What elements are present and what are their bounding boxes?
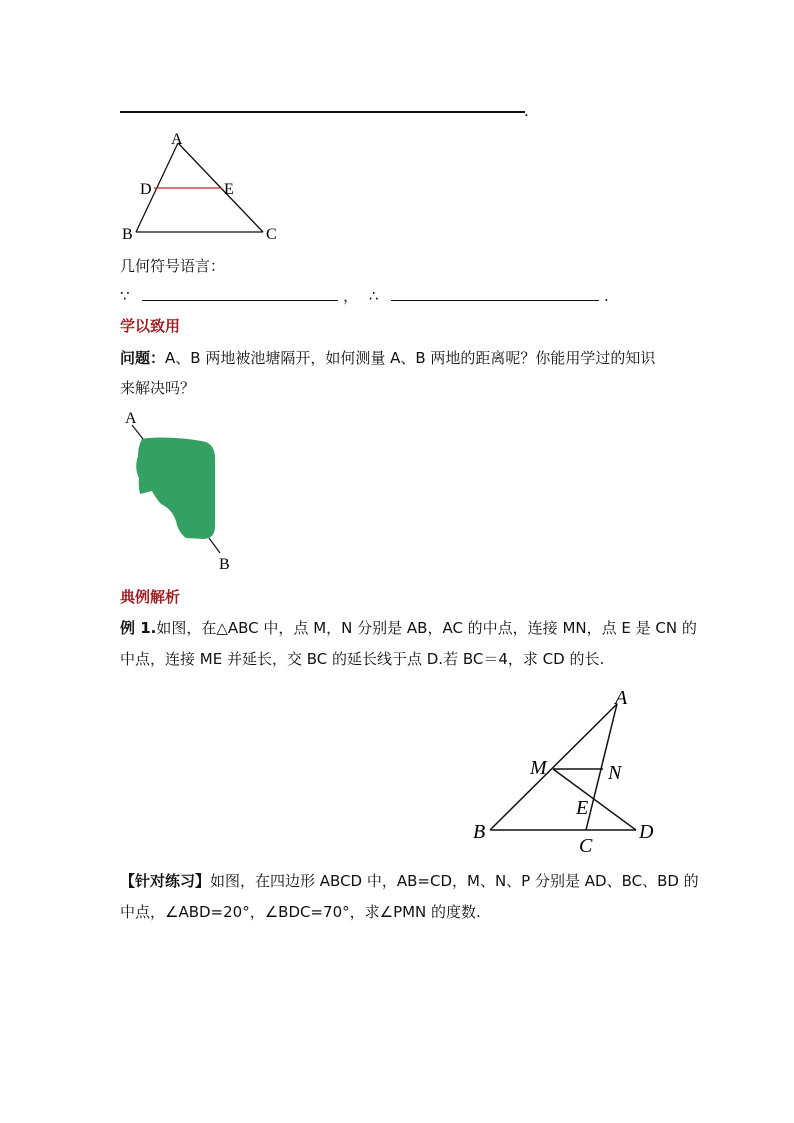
practice-line-1 (120, 866, 699, 896)
problem-line-2: 来解决吗？ (120, 379, 196, 397)
example-text-1: 如图，在△ABC 中，点 M，N 分别是 AB，AC 的中点，连接 MN，点 E 是 CN 的 (156, 619, 697, 637)
fig-label-b: B (473, 821, 486, 843)
fig-label-m: M (530, 757, 547, 779)
section-apply-title: 学以致用 (120, 317, 181, 335)
problem-label: 问题： (120, 349, 166, 367)
pond-label-b: B (219, 556, 230, 573)
pointer-b (209, 538, 220, 553)
seg-ab (490, 704, 617, 830)
pond-figure (118, 406, 248, 576)
triangle-midline-figure (118, 126, 288, 246)
example-label: 例 1. (120, 619, 157, 637)
fig-label-d: D (639, 821, 654, 843)
example-line-1 (120, 613, 697, 643)
symbol-heading: 几何符号语言： (120, 257, 226, 275)
comma: ， (343, 287, 359, 305)
answer-blank-top[interactable] (120, 111, 525, 113)
fig-label-a: A (615, 687, 628, 709)
because-symbol: ∵ (120, 287, 130, 305)
practice-line-2: 中点，∠ABD=20°，∠BDC=70°，求∠PMN 的度数. (120, 903, 481, 921)
example-triangle-figure (466, 682, 666, 862)
label-e: E (224, 181, 234, 198)
fig-label-n: N (608, 762, 622, 784)
symbol-row (120, 281, 609, 311)
problem-text-1: A、B 两地被池塘隔开，如何测量 A、B 两地的距离呢？你能用学过的知识 (165, 349, 656, 367)
therefore-symbol: ∴ (368, 287, 379, 305)
seg-md (553, 769, 636, 830)
pond-label-a: A (125, 410, 137, 427)
label-b: B (122, 226, 133, 243)
practice-label: 【针对练习】 (120, 872, 211, 890)
practice-text-1: 如图，在四边形 ABCD 中，AB=CD，M、N、P 分别是 AD、BC、BD 的 (210, 872, 699, 890)
label-d: D (140, 181, 152, 198)
pointer-a (132, 425, 143, 439)
therefore-blank[interactable] (391, 284, 599, 301)
label-a: A (171, 131, 183, 148)
fig-label-e: E (576, 797, 589, 819)
pond-shape (136, 438, 215, 539)
section-example-title: 典例解析 (120, 588, 181, 606)
problem-line-1 (120, 343, 655, 373)
example-line-2: 中点，连接 ME 并延长，交 BC 的延长线于点 D.若 BC＝4，求 CD 的长. (120, 650, 605, 668)
label-c: C (266, 226, 277, 243)
row-end: . (604, 287, 609, 305)
fig-label-c: C (579, 835, 593, 857)
top-line-end: . (524, 102, 529, 120)
because-blank[interactable] (142, 284, 338, 301)
